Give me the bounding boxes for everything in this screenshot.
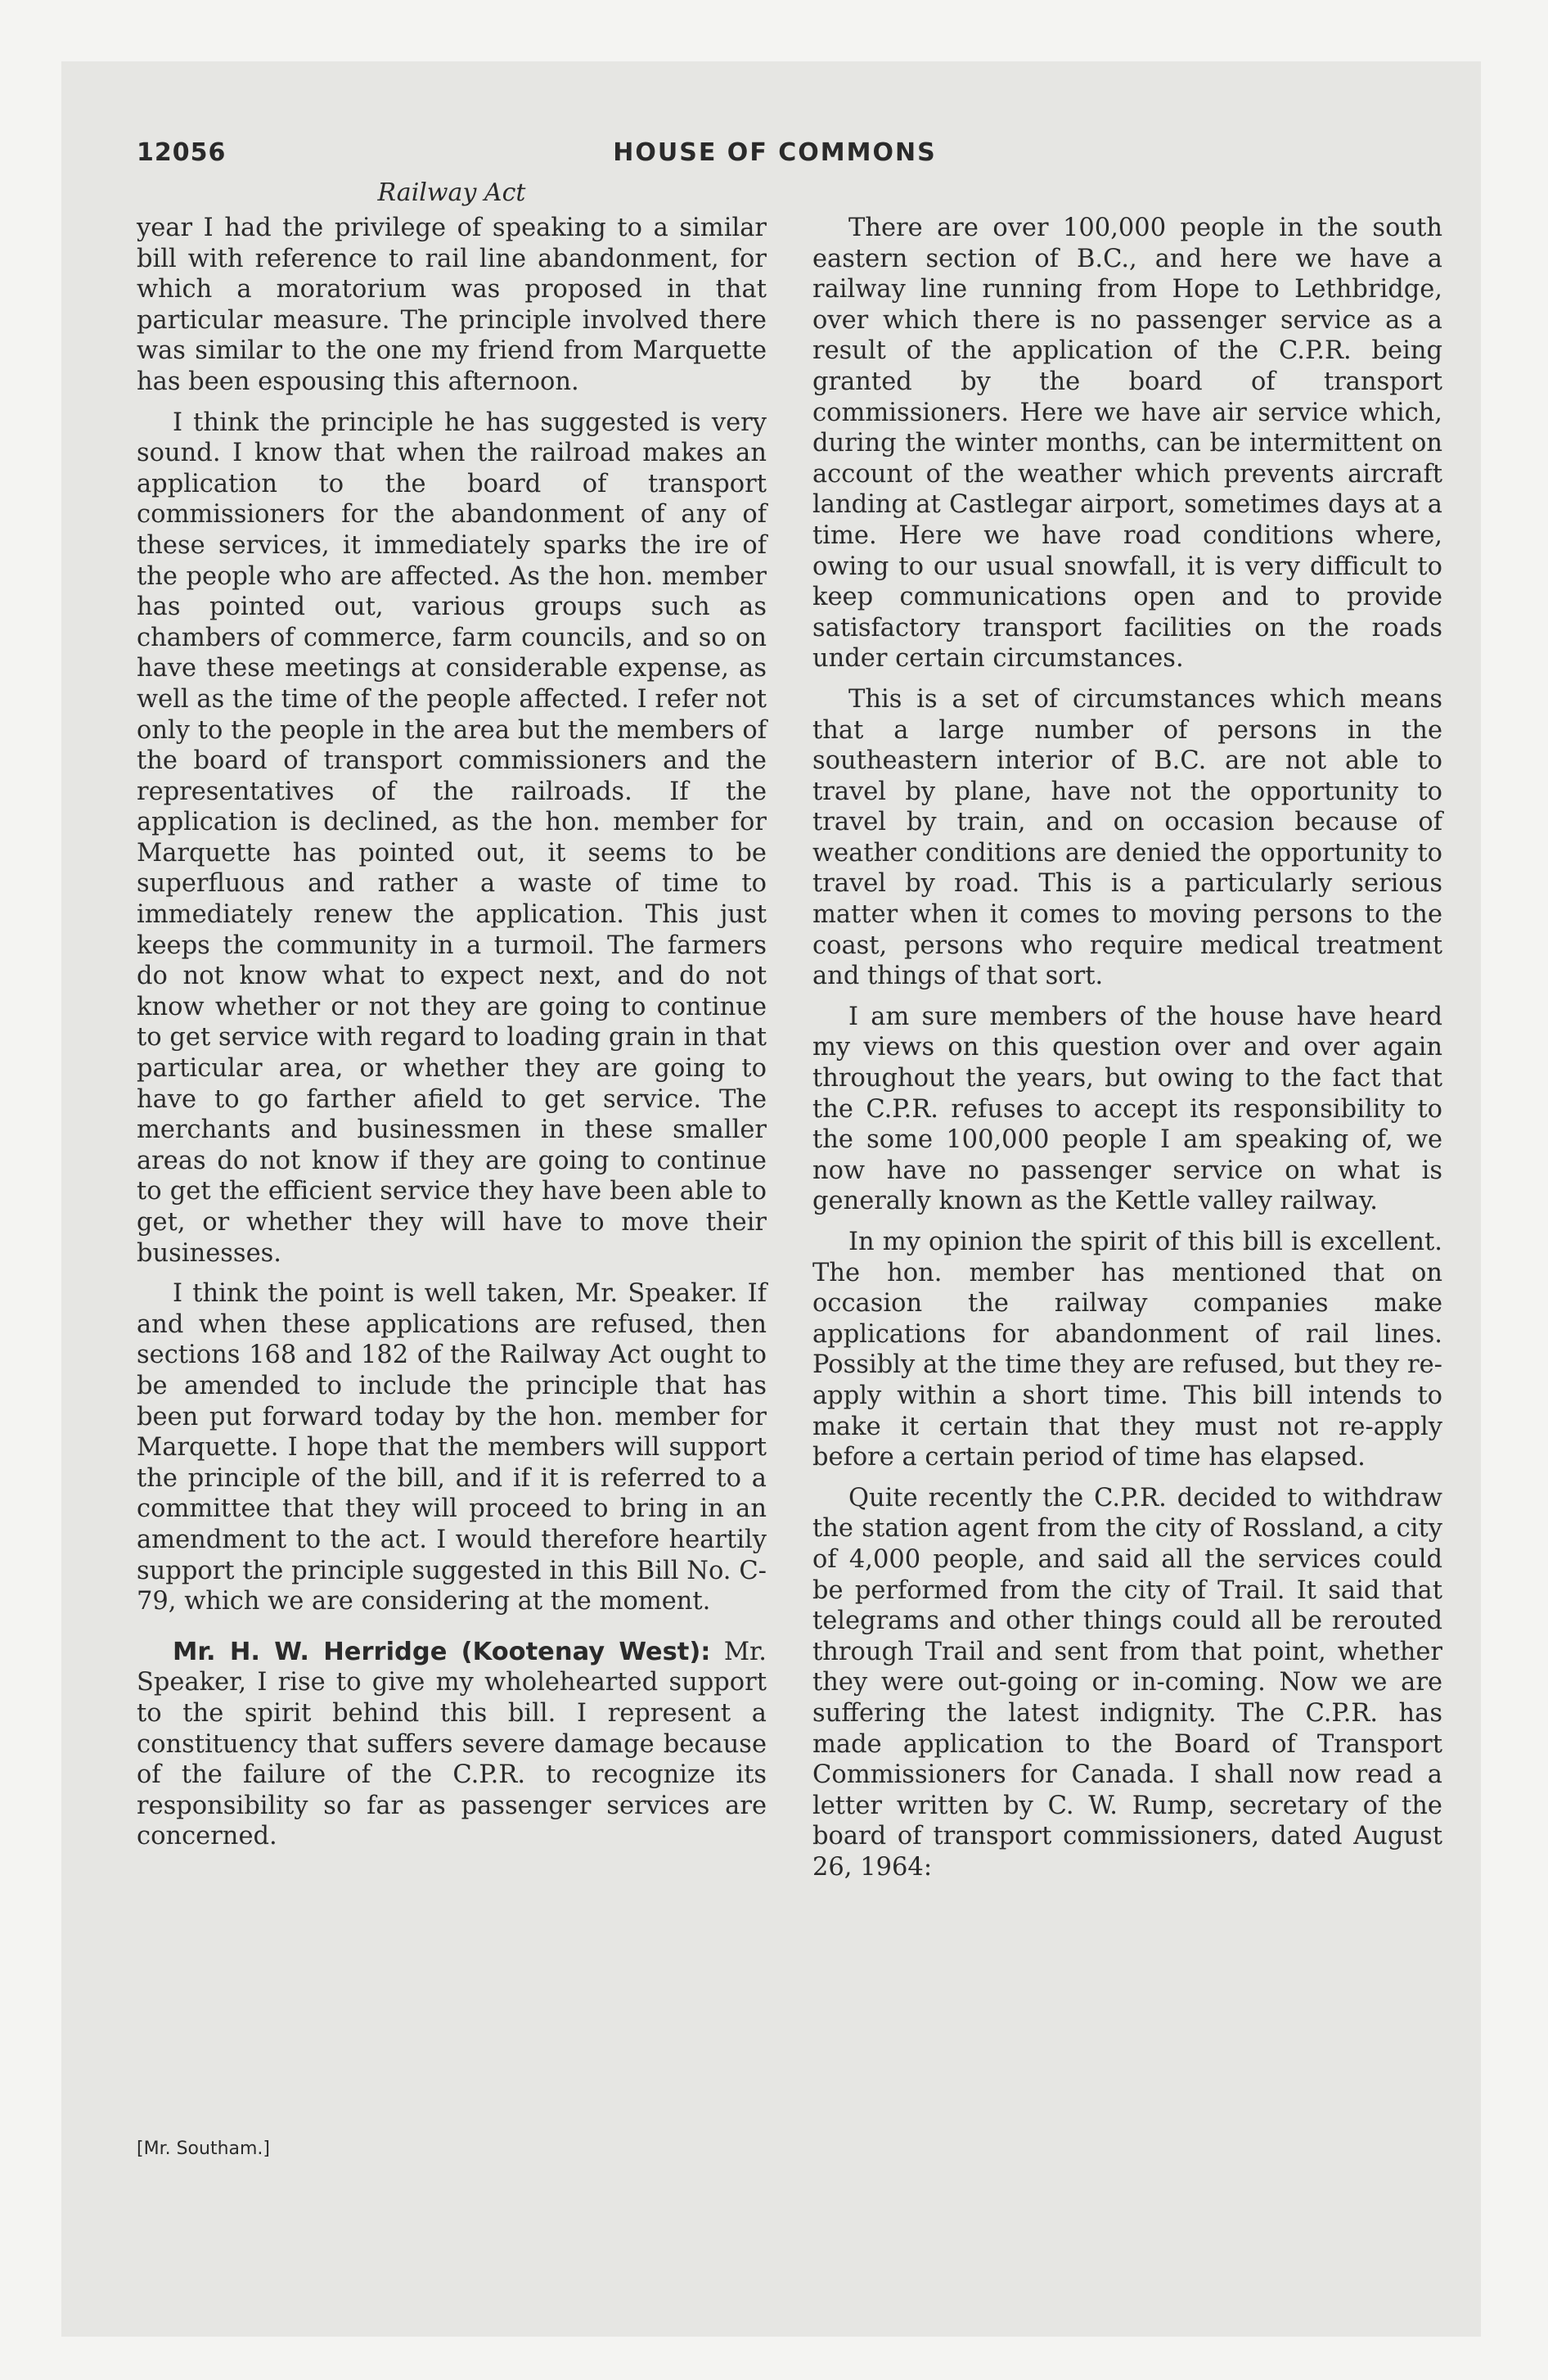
paragraph: Quite recently the C.P.R. decided to withdraw the station agent from the city of Rossland, a city of 4,000 people, and said all the services could be performed from the city of Trail. It said that telegrams and other things could all be rerouted through Trail and sent from that point, whether they were out-going or in-coming. Now we are suffering the latest indignity. The C.P.R. has made application to the Board of Transport Commissioners for Canada. I shall now read a letter written by C. W. Rump, secretary of the board of transport commissioners, dated August 26, 1964:	[812, 1483, 1442, 1882]
page-number: 12056	[137, 138, 227, 167]
paragraph: I think the point is well taken, Mr. Speaker. If and when these applications are refused, then sections 168 and 182 of the Railway Act ought to be amended to include the principle that has been put forward today by the hon. member for Marquette. I hope that the members will support the principle of the bill, and if it is referred to a committee that they will proceed to bring in an amendment to the act. I would therefore heartily support the principle suggested in this Bill No. C-79, which we are considering at the moment.	[137, 1279, 767, 1616]
paragraph	[137, 1637, 767, 1852]
speaker-name: Mr. H. W. Herridge (Kootenay West):	[173, 1637, 711, 1666]
paragraph: In my opinion the spirit of this bill is excellent. The hon. member has mentioned that on occasion the railway companies make applications for abandonment of rail lines. Possibly at the time they are refused, but they re-apply within a short time. This bill intends to make it certain that they must not re-apply before a certain period of time has elapsed.	[812, 1228, 1442, 1472]
paragraph: This is a set of circumstances which means that a large number of persons in the southeastern interior of B.C. are not able to travel by plane, have not the opportunity to travel by train, and on occasion because of weather conditions are denied the opportunity to travel by road. This is a particularly serious matter when it comes to moving persons to the coast, persons who require medical treatment and things of that sort.	[812, 684, 1442, 991]
left-column	[137, 213, 767, 1862]
paragraph: I am sure members of the house have heard my views on this question over and over again throughout the years, but owing to the fact that the C.P.R. refuses to accept its responsibility to the some 100,000 people I am speaking of, we now have no passenger service on what is generally known as the Kettle valley railway.	[812, 1002, 1442, 1216]
right-column	[812, 213, 1442, 1892]
paragraph: year I had the privilege of speaking to a similar bill with reference to rail line abandonment, for which a moratorium was proposed in that particular measure. The principle involved there was similar to the one my friend from Marquette has been espousing this afternoon.	[137, 214, 767, 396]
footer-note: [Mr. Southam.]	[137, 2139, 271, 2159]
page-heading: HOUSE OF COMMONS	[613, 138, 937, 167]
page-scan	[61, 61, 1481, 2337]
speech-text: Mr. Speaker, I rise to give my wholehearted support to the spirit behind this bill. I represent a constituency that suffers severe damage because of the failure of the C.P.R. to recognize its responsibility so far as passenger services are concerned.	[137, 1637, 767, 1851]
paragraph: I think the principle he has suggested is very sound. I know that when the railroad makes an application to the board of transport commissioners for the abandonment of any of these services, it immediately sparks the ire of the people who are affected. As the hon. member has pointed out, various groups such as chambers of commerce, farm councils, and so on have these meetings at considerable expense, as well as the time of the people affected. I refer not only to the people in the area but the members of the board of transport commissioners and the representatives of the railroads. If the application is declined, as the hon. member for Marquette has pointed out, it seems to be superfluous and rather a waste of time to immediately renew the application. This just keeps the community in a turmoil. The farmers do not know what to expect next, and do not know whether or not they are going to continue to get service with regard to loading grain in that particular area, or whether they are going to have to go farther afield to get service. The merchants and businessmen in these smaller areas do not know if they are going to continue to get the efficient service they have been able to get, or whether they will have to move their businesses.	[137, 408, 767, 1268]
section-title: Railway Act	[377, 178, 526, 207]
paragraph: There are over 100,000 people in the south eastern section of B.C., and here we have a railway line running from Hope to Lethbridge, over which there is no passenger service as a result of the application of the C.P.R. being granted by the board of transport commissioners. Here we have air service which, during the winter months, can be intermittent on account of the weather which prevents aircraft landing at Castlegar airport, sometimes days at a time. Here we have road conditions where, owing to our usual snowfall, it is very difficult to keep communications open and to provide satisfactory transport facilities on the roads under certain circumstances.	[812, 214, 1442, 674]
